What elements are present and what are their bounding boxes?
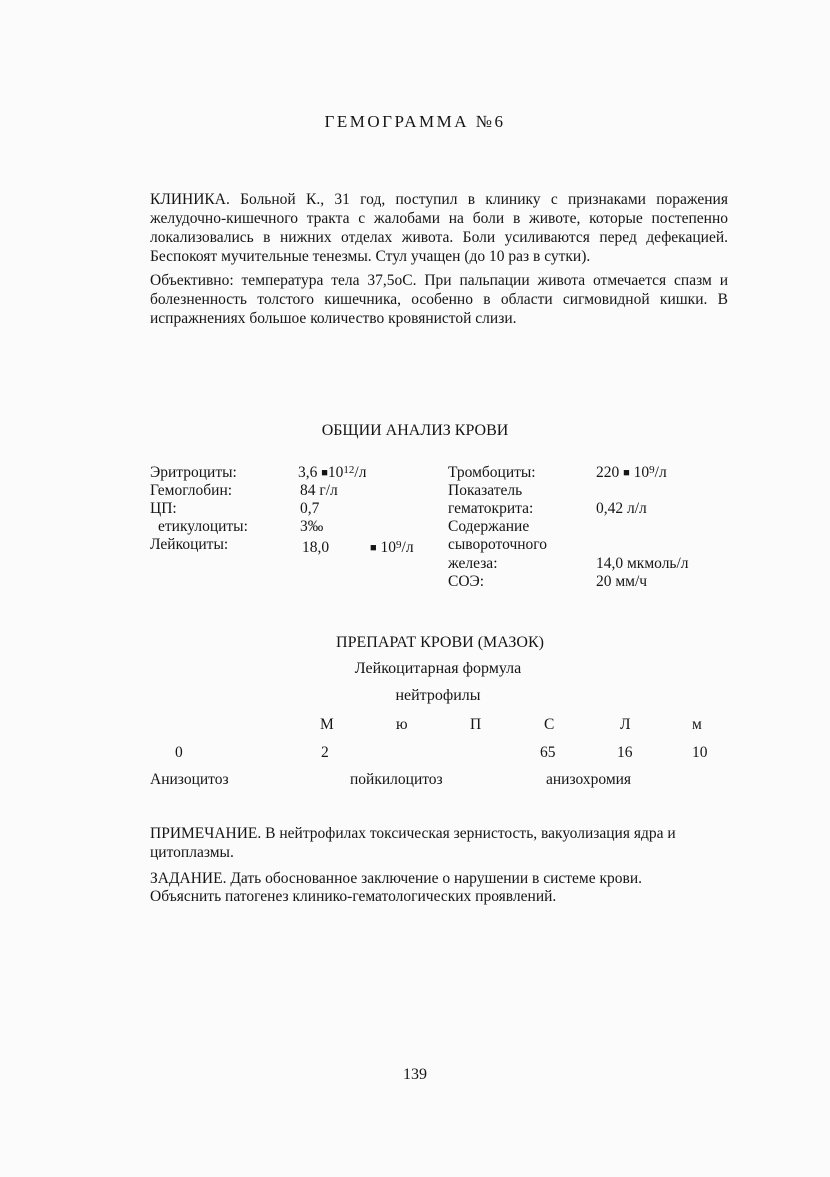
column-header: ю — [396, 716, 408, 733]
page-number: 139 — [403, 1066, 427, 1083]
iron-label-3: железа: — [448, 555, 498, 572]
objective-line: болезненность толстого кишечника, особенно в области сигмовидной кишки. В — [150, 291, 728, 308]
morphology-anisocytosis: Анизоцитоз — [150, 771, 229, 788]
iron-label-1: Содержание — [448, 518, 530, 535]
morphology-poikilocytosis: пойкилоцитоз — [350, 771, 443, 788]
erythrocytes-label: Эритроциты: — [150, 464, 237, 481]
formula-value: 10 — [692, 744, 708, 761]
leukocytes-value: 18,0 — [302, 539, 330, 556]
note-line: цитоплазмы. — [150, 844, 234, 861]
esr-value: 20 мм/ч — [596, 573, 648, 590]
clinic-paragraph — [150, 190, 728, 266]
hematocrit-value: 0,42 л/л — [596, 500, 647, 517]
task-line: ЗАДАНИЕ. Дать обоснованное заключение о нарушении в системе крови. — [150, 870, 643, 887]
hematocrit-label-1: Показатель — [448, 482, 523, 499]
formula-value: 0 — [175, 744, 183, 761]
column-header: С — [544, 716, 555, 733]
platelets-value: 220 ■ $10^9/л$ — [596, 464, 667, 481]
leukocytes-unit: ■ $10^9/л$ — [370, 539, 414, 556]
document-title: ГЕМОГРАММА №6 — [324, 112, 506, 131]
task-line: Объяснить патогенез клинико-гематологических проявлений. — [150, 888, 557, 905]
objective-paragraph — [150, 271, 728, 328]
platelets-label: Тромбоциты: — [448, 464, 536, 481]
clinic-line: Беспокоят мучительные тенезмы. Стул учащен (до 10 раз в сутки). — [150, 248, 591, 265]
clinic-line: желудочно-кишечного тракта с жалобами на боли в животе, которые постепенно — [150, 210, 728, 227]
smear-subheading: Лейкоцитарная формула — [354, 660, 522, 677]
esr-label: СОЭ: — [448, 573, 485, 590]
iron-label-2: сывороточного — [448, 536, 548, 553]
clinic-line: локализовались в нижних отделах живота. Боли усиливаются перед дефекацией. — [150, 229, 728, 246]
column-header: М — [320, 716, 334, 733]
column-header: П — [470, 716, 482, 733]
hematocrit-label-2: гематокрита: — [448, 500, 534, 517]
erythrocytes-value: 3,6 $■10^{12}/л$ — [298, 464, 367, 481]
hemoglobin-label: Гемоглобин: — [150, 482, 233, 499]
formula-value: 16 — [617, 744, 633, 761]
multiply-square-icon: ■ — [370, 542, 377, 554]
reticulocytes-label: етикулоциты: — [158, 518, 248, 535]
column-header: Л — [620, 716, 631, 733]
smear-heading: ПРЕПАРАТ КРОВИ (МАЗОК) — [336, 634, 544, 651]
color-index-value: 0,7 — [300, 500, 320, 517]
morphology-anisochromia: анизохромия — [546, 771, 632, 788]
multiply-square-icon: ■ — [321, 467, 328, 479]
multiply-square-icon: ■ — [623, 467, 630, 479]
formula-value: 65 — [540, 744, 556, 761]
objective-line: испражнениях большое количество кровянистой слизи. — [150, 310, 517, 327]
objective-line: Объективно: температура тела 37,5оС. При пальпации живота отмечается спазм и — [150, 272, 728, 289]
note-line: ПРИМЕЧАНИЕ. В нейтрофилах токсическая зернистость, вакуолизация ядра и — [150, 825, 676, 842]
leukocytes-label: Лейкоциты: — [150, 536, 229, 553]
reticulocytes-value: 3‰ — [300, 518, 324, 535]
hemoglobin-value: 84 г/л — [300, 482, 338, 499]
column-header: м — [692, 716, 702, 733]
color-index-label: ЦП: — [150, 500, 177, 517]
clinic-line: КЛИНИКА. Больной К., 31 год, поступил в клинику с признаками поражения — [150, 191, 728, 208]
formula-value: 2 — [321, 744, 329, 761]
iron-value: 14,0 мкмоль/л — [596, 555, 689, 572]
blood-test-heading: ОБЩИИ АНАЛИЗ КРОВИ — [321, 422, 509, 439]
neutrophils-label: нейтрофилы — [395, 687, 481, 704]
